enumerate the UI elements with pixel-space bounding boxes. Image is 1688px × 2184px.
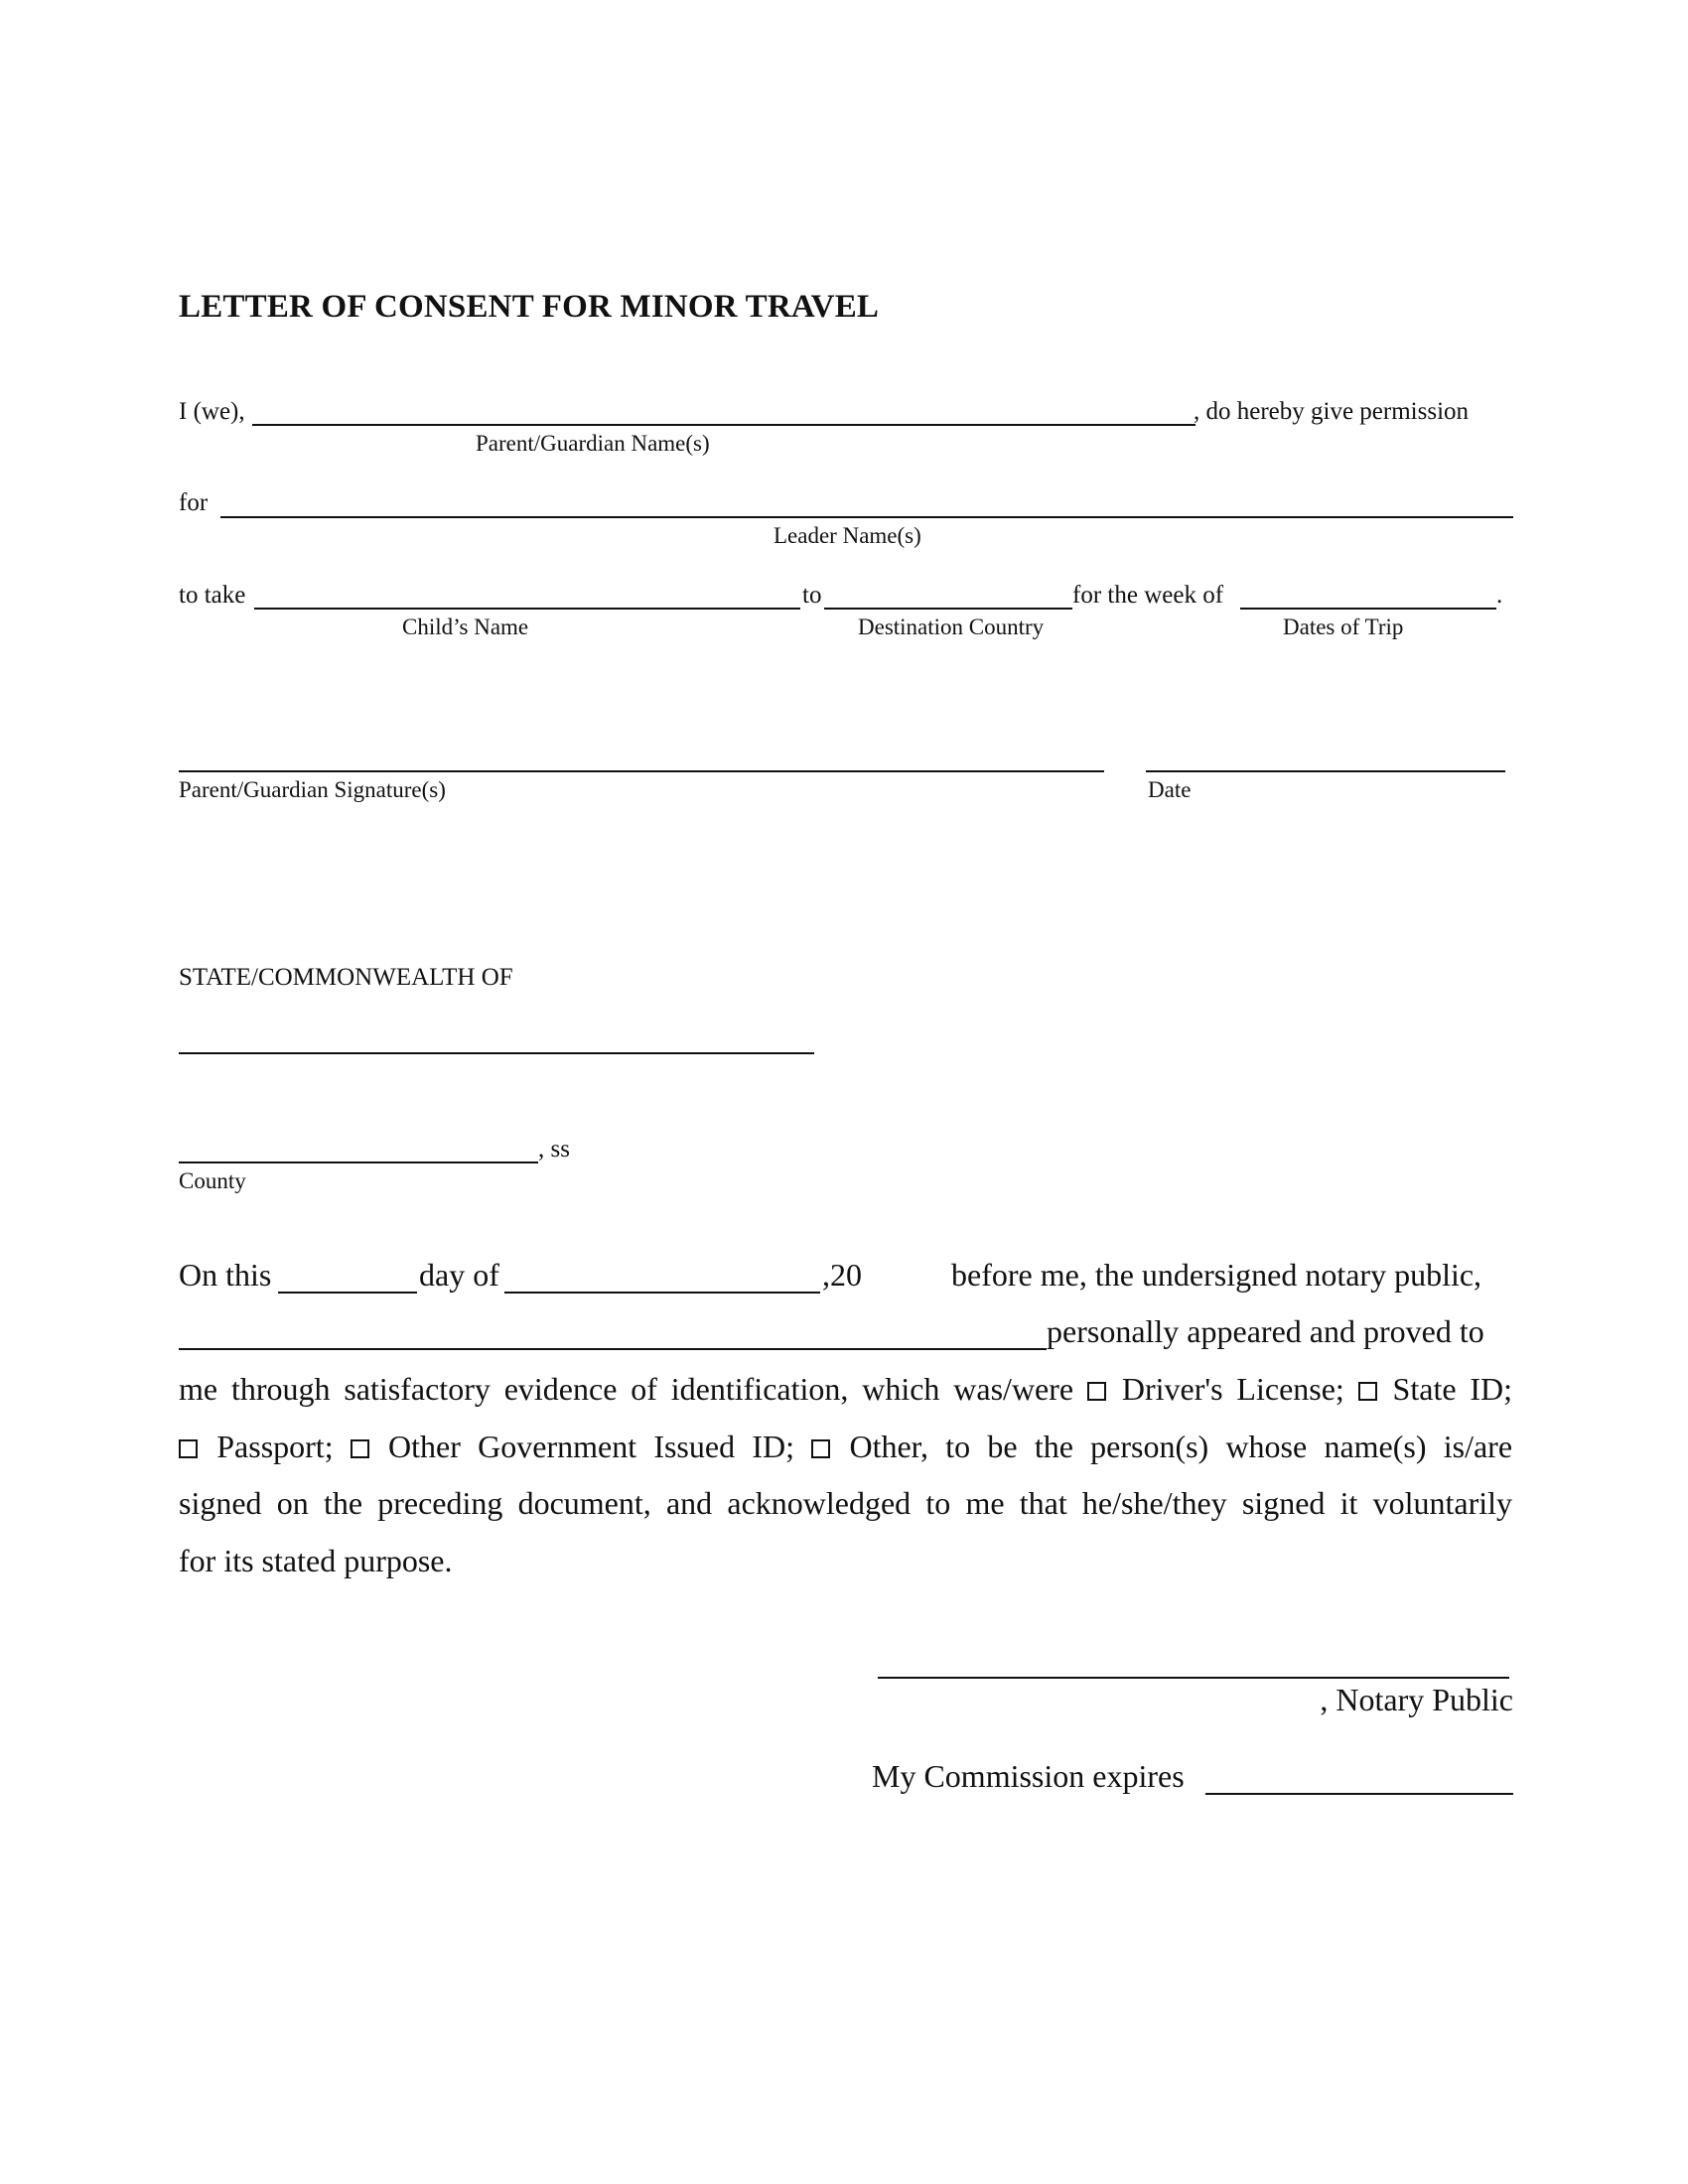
notary-signature-field[interactable] [878, 1677, 1509, 1679]
before-me-text: before me, the undersigned notary public, [951, 1257, 1482, 1293]
month-field[interactable] [504, 1292, 820, 1294]
date-caption: Date [1148, 777, 1192, 802]
signature-caption: Parent/Guardian Signature(s) [179, 777, 446, 802]
government-id-checkbox[interactable] [351, 1439, 369, 1458]
state-id-label: State ID; [1392, 1371, 1513, 1407]
other-label: Other, to be the person(s) whose name(s) is/are [849, 1429, 1513, 1464]
state-id-checkbox[interactable] [1358, 1382, 1377, 1401]
acknowledgment-line: signed on the preceding document, and acknowledged to me that he/she/they signed it voluntarily [179, 1485, 1512, 1521]
drivers-license-checkbox[interactable] [1087, 1382, 1106, 1401]
day-field[interactable] [278, 1292, 417, 1294]
stated-purpose-line: for its stated purpose. [179, 1543, 453, 1578]
commission-expires-label: My Commission expires [872, 1758, 1185, 1794]
other-option[interactable] [811, 1429, 1512, 1464]
government-id-option[interactable] [351, 1429, 794, 1464]
period: . [1496, 582, 1503, 609]
ss-label: , ss [538, 1136, 570, 1162]
notary-public-label: , Notary Public [1320, 1682, 1513, 1717]
day-of-label: day of [419, 1257, 499, 1293]
on-this-label: On this [179, 1257, 272, 1293]
county-field[interactable] [179, 1161, 538, 1163]
parent-guardian-name-field[interactable] [252, 424, 1196, 426]
passport-checkbox[interactable] [179, 1439, 198, 1458]
destination-country-caption: Destination Country [858, 614, 1045, 639]
to-take-label: to take [179, 582, 246, 609]
for-label: for [179, 489, 209, 516]
personally-appeared-text: personally appeared and proved to [1047, 1313, 1484, 1349]
drivers-license-option[interactable] [1087, 1371, 1344, 1407]
parent-guardian-caption: Parent/Guardian Name(s) [476, 431, 710, 456]
state-id-option[interactable] [1358, 1371, 1512, 1407]
child-name-field[interactable] [254, 608, 800, 610]
id-evidence-line [179, 1371, 1512, 1408]
state-field[interactable] [179, 1052, 814, 1054]
for-week-of-label: for the week of [1072, 582, 1224, 609]
state-commonwealth-label: STATE/COMMONWEALTH OF [179, 964, 513, 991]
destination-country-field[interactable] [824, 608, 1072, 610]
year-prefix: ,20 [822, 1257, 862, 1293]
government-id-label: Other Government Issued ID; [388, 1429, 794, 1464]
passport-option[interactable] [179, 1429, 334, 1464]
permission-text: , do hereby give permission [1194, 398, 1470, 425]
i-we-label: I (we), [179, 398, 245, 425]
id-evidence-text: me through satisfactory evidence of identification, which was/were [179, 1371, 1074, 1407]
drivers-license-label: Driver's License; [1121, 1371, 1344, 1407]
dates-of-trip-caption: Dates of Trip [1283, 614, 1404, 639]
passport-label: Passport; [216, 1429, 334, 1464]
commission-expires-field[interactable] [1205, 1793, 1513, 1795]
other-checkbox[interactable] [811, 1439, 830, 1458]
appeared-person-field[interactable] [179, 1348, 1047, 1350]
signature-date-field[interactable] [1146, 770, 1505, 772]
id-options-line [179, 1429, 1512, 1465]
leader-name-caption: Leader Name(s) [774, 523, 921, 548]
to-label: to [802, 582, 822, 609]
county-caption: County [179, 1168, 246, 1193]
leader-name-field[interactable] [220, 516, 1513, 518]
parent-guardian-signature-field[interactable] [179, 770, 1104, 772]
document-title: LETTER OF CONSENT FOR MINOR TRAVEL [179, 289, 880, 325]
dates-of-trip-field[interactable] [1240, 608, 1496, 610]
child-name-caption: Child’s Name [402, 614, 529, 639]
